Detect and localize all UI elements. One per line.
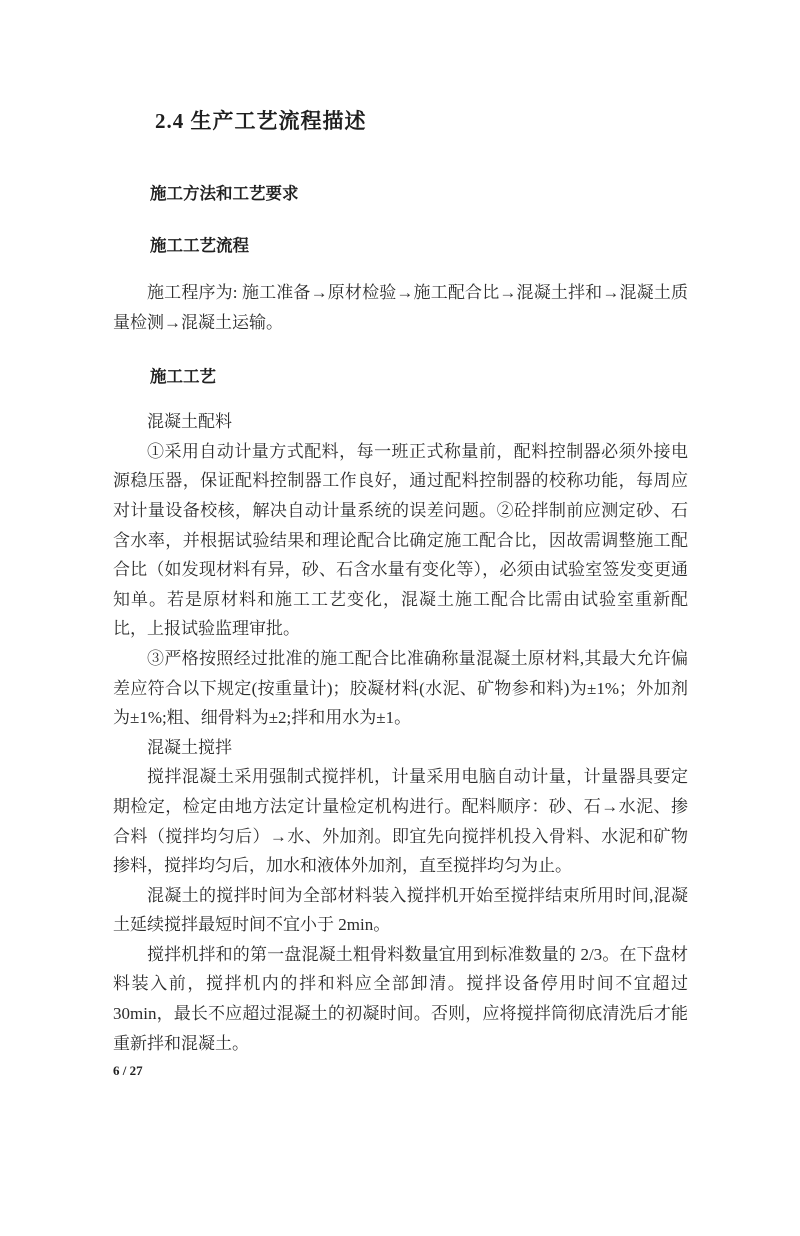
paragraph-batching-1: ①采用自动计量方式配料，每一班正式称量前，配料控制器必须外接电源稳压器，保证配料控制器工作良好，通过配料控制器的校称功能，每周应对计量设备校核，解决自动计量系统的误差问题。②砼拌制前应测定砂、石含水率，并根据试验结果和理论配合比确定施工配合比，因故需调整施工配合比（如发现材料有异，砂、石含水量有变化等），必须由试验室签发变更通知单。若是原材料和施工工艺变化，混凝土施工配合比需由试验室重新配比，上报试验监理审批。: [113, 441, 688, 639]
section-title: 2.4 生产工艺流程描述: [155, 109, 367, 133]
paragraph-batching-2: ③严格按照经过批准的施工配合比准确称量混凝土原材料,其最大允许偏差应符合以下规定(按重量计)；胶凝材料(水泥、矿物参和料)为±1%；外加剂为±1%;粗、细骨料为±2;拌和用水为±1。: [113, 648, 688, 728]
paragraph-mixing-1: 搅拌混凝土采用强制式搅拌机，计量采用电脑自动计量，计量器具要定期检定，检定由地方法定计量检定机构进行。配料顺序：砂、石→水泥、掺合料（搅拌均匀后）→水、外加剂。即宜先向搅拌机投入骨料、水泥和矿物掺料，搅拌均匀后，加水和液体外加剂，直至搅拌均匀为止。: [113, 767, 688, 876]
paragraph-construction-procedure: 施工程序为: 施工准备→原材检验→施工配合比→混凝土拌和→混凝土质量检测→混凝土运输。: [113, 283, 688, 332]
body-text-block: [113, 407, 688, 1058]
heading-construction-technique: 施工工艺: [150, 367, 216, 387]
label-concrete-batching: 混凝土配料: [147, 412, 232, 432]
heading-construction-method: 施工方法和工艺要求: [150, 184, 299, 203]
document-page: [0, 106, 800, 1236]
paragraph-mixing-2: 混凝土的搅拌时间为全部材料装入搅拌机开始至搅拌结束所用时间,混凝土延续搅拌最短时间不宜小于 2min。: [113, 885, 688, 935]
page-number: 6 / 27: [113, 1063, 143, 1079]
label-concrete-mixing: 混凝土搅拌: [147, 737, 232, 757]
paragraph-mixing-3: 搅拌机拌和的第一盘混凝土粗骨料数量宜用到标准数量的 2/3。在下盘材料装入前，搅拌机内的拌和料应全部卸清。搅拌设备停用时间不宜超过 30min，最长不应超过混凝土的初凝时间。否则，应将搅拌筒彻底清洗后才能重新拌和混凝土。: [113, 944, 688, 1053]
heading-process-flow: 施工工艺流程: [150, 236, 249, 255]
